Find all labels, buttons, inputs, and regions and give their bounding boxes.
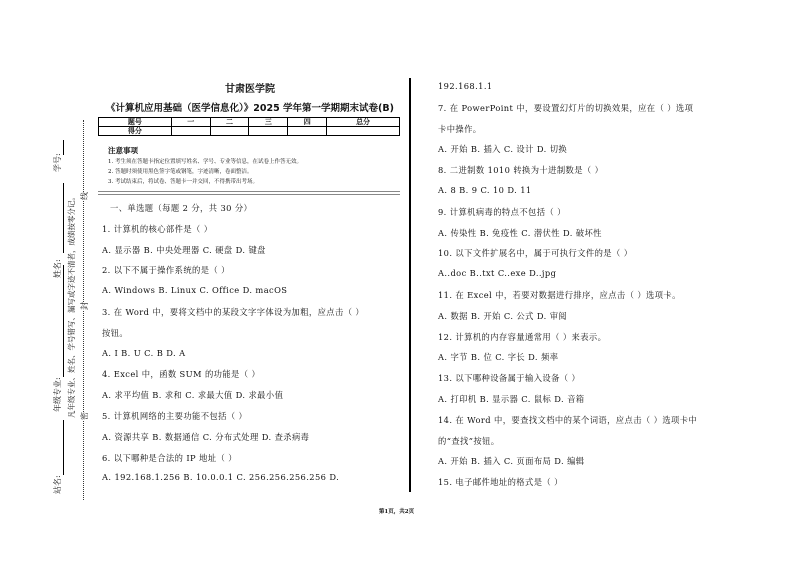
question-line: 按钮。 xyxy=(102,327,129,338)
score-cell: 题号 xyxy=(99,118,172,127)
question-line: A. Windows B. Linux C. Office D. macOS xyxy=(102,285,288,296)
question-line: A. 传染性 B. 免疫性 C. 潜伏性 D. 破坏性 xyxy=(438,227,602,238)
score-cell: 四 xyxy=(288,118,327,127)
question-line: 15. 电子邮件地址的格式是（ ） xyxy=(438,477,563,488)
question-line: A. 开始 B. 插入 C. 页面布局 D. 编辑 xyxy=(438,456,585,467)
student-id-label: 学号: xyxy=(53,153,62,172)
note-item: 3. 考试结束后，将试卷、答题卡一并交回，不得携带出考场。 xyxy=(108,179,258,185)
question-line: 192.168.1.1 xyxy=(438,81,493,91)
section-heading: 一、单选题（每题 2 分，共 30 分） xyxy=(110,203,253,213)
question-line: 8. 二进制数 1010 转换为十进制数是（ ） xyxy=(438,165,604,176)
score-cell xyxy=(288,127,327,136)
score-cell: 二 xyxy=(210,118,249,127)
question-line: 5. 计算机网络的主要功能不包括（ ） xyxy=(102,411,248,421)
seal-char: 封 xyxy=(80,302,89,310)
question-line: 9. 计算机病毒的特点不包括（ ） xyxy=(438,206,566,217)
question-line: A. 8 B. 9 C. 10 D. 11 xyxy=(438,185,532,195)
seal-char: 线 xyxy=(80,192,89,200)
seal-char: 密 xyxy=(80,412,89,420)
exam-title: 《计算机应用基础（医学信息化）》2025 学年第一学期期末试卷(B) xyxy=(106,103,394,114)
question-line: 12. 计算机的内存容量通常用（ ）来表示。 xyxy=(438,331,607,342)
score-cell xyxy=(327,127,400,136)
note-item: 2. 答题时须使用黑色签字笔或钢笔，字迹清晰，卷面整洁。 xyxy=(108,169,253,175)
question-line: 的“查找”按钮。 xyxy=(438,435,500,446)
site-label: 站名: xyxy=(53,475,62,494)
question-line: 14. 在 Word 中，要查找文档中的某个词语，应点击（ ）选项卡中 xyxy=(438,414,698,425)
name-label: 姓名: xyxy=(53,259,62,278)
score-cell xyxy=(249,127,288,136)
notes-heading: 注意事项 xyxy=(108,146,138,155)
question-line: A. 开始 B. 插入 C. 设计 D. 切换 xyxy=(438,144,568,155)
question-line: 1. 计算机的核心部件是（ ） xyxy=(102,223,213,234)
score-table-header-row xyxy=(99,118,400,127)
score-table xyxy=(98,117,400,136)
question-line: 4. Excel 中，函数 SUM 的功能是（ ） xyxy=(102,369,261,380)
question-line: A. 打印机 B. 显示器 C. 鼠标 D. 音箱 xyxy=(438,394,585,404)
question-line: A. 资源共享 B. 数据通信 C. 分布式处理 D. 查杀病毒 xyxy=(102,431,310,442)
question-line: A..doc B..txt C..exe D..jpg xyxy=(438,268,557,279)
score-cell xyxy=(171,127,210,136)
question-line: 11. 在 Excel 中，若要对数据进行排序，应点击（ ）选项卡。 xyxy=(438,290,681,300)
binding-dotted-line xyxy=(83,120,84,500)
question-line: 13. 以下哪种设备属于输入设备（ ） xyxy=(438,373,581,384)
note-item: 1. 考生须在答题卡指定位置填写姓名、学号、专业等信息，在试卷上作答无效。 xyxy=(108,159,302,165)
question-line: 6. 以下哪种是合法的 IP 地址（ ） xyxy=(102,452,237,463)
binding-warning: 凡年级专业、姓名、学号错写、漏写或字迹不清者，成绩按零分记。 xyxy=(67,193,76,418)
score-table-score-row xyxy=(99,127,400,136)
question-line: A. 求平均值 B. 求和 C. 求最大值 D. 求最小值 xyxy=(102,390,284,401)
page-number: 第1页，共2页 xyxy=(378,509,415,515)
blank-line xyxy=(63,420,64,475)
column-divider xyxy=(409,78,411,492)
school-name: 甘肃医学院 xyxy=(225,84,275,95)
question-line: 10. 以下文件扩展名中，属于可执行文件的是（ ） xyxy=(438,248,633,259)
question-line: 2. 以下不属于操作系统的是（ ） xyxy=(102,265,230,276)
score-cell: 总分 xyxy=(327,118,400,127)
blank-line xyxy=(63,140,64,155)
question-line: 7. 在 PowerPoint 中，要设置幻灯片的切换效果，应在（ ）选项 xyxy=(438,102,694,113)
question-line: A. 字节 B. 位 C. 字长 D. 频率 xyxy=(438,352,559,363)
blank-line xyxy=(63,265,64,377)
question-line: A. 显示器 B. 中央处理器 C. 硬盘 D. 键盘 xyxy=(102,244,266,255)
question-line: A. 数据 B. 开始 C. 公式 D. 审阅 xyxy=(438,310,568,321)
question-line: A. I B. U C. B D. A xyxy=(102,347,186,358)
score-cell: 一 xyxy=(171,118,210,127)
blank-line xyxy=(63,183,64,253)
question-line: 卡中操作。 xyxy=(438,123,482,134)
score-cell: 三 xyxy=(249,118,288,127)
score-cell: 得分 xyxy=(99,127,172,136)
question-line: A. 192.168.1.256 B. 10.0.0.1 C. 256.256.256.256 D. xyxy=(102,472,340,483)
score-cell xyxy=(210,127,249,136)
double-divider xyxy=(98,191,400,195)
grade-major-label: 年级专业: xyxy=(53,377,62,412)
question-line: 3. 在 Word 中，要将文档中的某段文字字体设为加粗，应点击（ ） xyxy=(102,307,365,317)
